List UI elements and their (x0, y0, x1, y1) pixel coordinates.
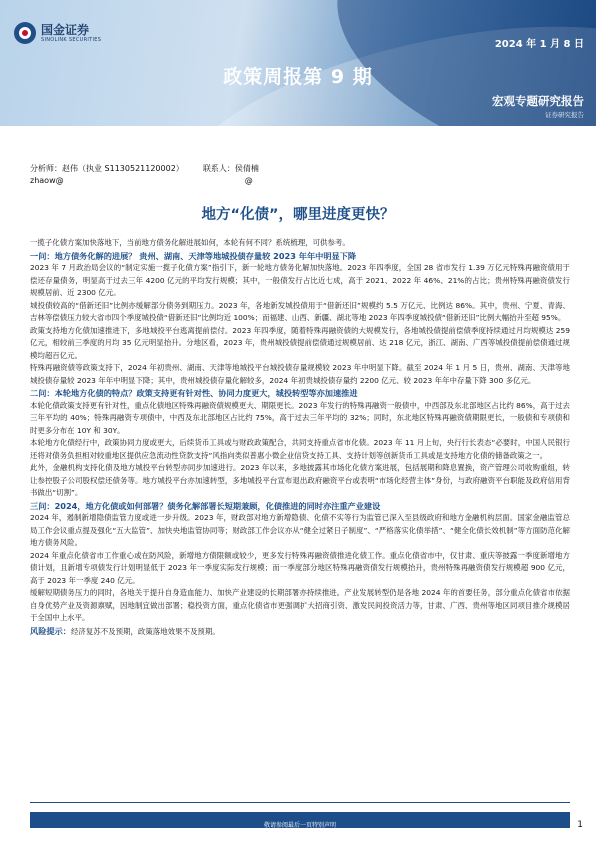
header-banner (0, 0, 596, 126)
article-headline: 地方“化债”，哪里进度更快？ (201, 207, 395, 223)
company-logo (14, 22, 101, 44)
article-body (30, 237, 570, 638)
section-heading-1: 一问：地方债务化解的进展？ 贵州、湖南、天津等地城投债存量较 2023 年年中明显下降 (30, 250, 357, 261)
report-subtype: 证券研究报告 (545, 111, 584, 119)
risk-label: 风险提示： (30, 625, 71, 636)
analyst-email[interactable]: zhaow@ (30, 176, 64, 185)
section-3-paragraph: 2024 年，遏制新增隐债监管力度或进一步升级。2023 年，财政部对地方新增隐债、化债不实等行为监管已深入至县级政府和地方金融机构层面。国家金融监管总局工作会议重点提及强化“五大监管”、加快央地监管协同等；财政部工作会议亦从“健全过紧日子制度”、“严格落实化债举措”、“健全化债长效机制”等方面防范化解地方债务风险。 (30, 513, 570, 547)
analyst-name: 赵伟（执业 S1130521120002） (62, 164, 184, 173)
intro-paragraph: 一揽子化债方案加快落地下，当前地方债务化解进展如何，本轮有何不同？系统梳理，可供参考。 (30, 238, 350, 247)
section-1-paragraph: 2023 年 7 月政治局会议的“制定实施一揽子化债方案”指引下，新一轮地方债务化解加快落地。2023 年四季度，全国 28 省市发行 1.39 万亿元特殊再融资债用于偿还存量债务，明显高于过去三年 4200 亿元的平均发行规模；其中，一般债发行占比近七成，高于 2021、2022 年 46%、21%的占比；贵州特殊再融资债发行规模居前、近 2300 亿元。 (30, 263, 570, 297)
section-heading-3: 三问：2024，地方化债或如何部署？债务化解部署长短期兼顾，化债推进的同时亦注重产业建设 (30, 500, 381, 511)
report-type: 宏观专题研究报告 (492, 94, 584, 108)
section-3-paragraph: 缓解短期债务压力的同时，各地关于提升自身造血能力、加快产业建设的长期部署亦持续推进。产业发展转型仍是各地 2024 年的首要任务，部分重点化债省市依据自身优势产业及资源禀赋，因地制宜做出部署；稳投资方面，重点化债省市更强调扩大招商引资、激发民间投资活力等，甘肃、广西、贵州等地区同项目推介规模居于全国中上水平。 (30, 588, 570, 622)
report-date: 2024 年 1 月 8 日 (494, 39, 584, 50)
logo-en: SINOLINK SECURITIES (41, 36, 102, 43)
risk-text: 经济复苏不及预期，政策落地效果不及预期。 (70, 626, 220, 636)
footer-bar (30, 812, 570, 828)
risk-warning (30, 625, 570, 639)
contact-label: 联系人： (202, 164, 235, 173)
section-1-paragraph: 政策支持地方化债加速推进下，多地城投平台逃离提前偿付。2023 年四季度，随着特殊再融资债的大规模发行，各地城投债提前偿债季度持续通过月均规模达 259 亿元，相较前三季度的月均 35 亿元明显抬升。分地区看，2023 年，贵州城投债提前偿债通过规模居前、达 218 亿元，浙江、湖南、广西等城投债提前偿债通过规模均超百亿元。 (30, 325, 570, 360)
section-2-paragraph: 本轮化债政策支持更有针对性，重点化债地区特殊再融资债规模更大、期限更长。2023 年发行的特殊再融资一般债中，中西部及东北部地区占比约 86%，高于过去三年平均的 40%；特殊再融资专项债中，中西及东北部地区占比约 75%，高于过去三年平均的 32%；同时，东北地区特殊再融资债期限更长，一般债和专项债和时更多分布在 10Y 和 30Y。 (30, 400, 570, 435)
contact-name: 侯倩楠 (234, 164, 259, 173)
author-block (30, 163, 570, 187)
section-3-paragraph: 2024 年重点化债省市工作重心或在防风险，新增地方债限额或较少，更多发行特殊再融资债推进化债工作。重点化债省市中，仅甘肃、重庆等披露一季度新增地方债计划，且新增专项债发行计划明显低于 2023 年一季度实际发行规模；而一季度部分地区特殊再融资债发行规模抬升，贵州特殊再融资债发行规模超 900 亿元，高于 2023 年一季度 240 亿元。 (30, 550, 570, 585)
section-2-paragraph: 此外，金融机构支持化债及地方城投平台转型亦同步加速进行。2023 年以来，多地披露其市场化化债方案进展，包括展期和降息置换，资产管理公司收购重组，转让参控股子公司股权偿还债务等。地方城投平台亦加速转型，多地城投平台宣布退出政府融资平台或表明“市场化经营主体”身份，与政府融资平台职能及政府信用背书做出“切割”。 (30, 463, 570, 497)
section-heading-2: 二问：本轮地方化债的特点？政策支持更有针对性、协同力度更大，城投转型等亦加速推进 (30, 388, 358, 398)
report-title: 政策周报第 9 期 (223, 66, 373, 88)
logo-cn: 国金证券 (41, 22, 90, 37)
footer-divider (30, 802, 570, 803)
logo-icon (14, 22, 36, 44)
section-1-paragraph: 特殊再融资债等政策支持下，2024 年初贵州、湖南、天津等地城投平台城投债存量规模较 2023 年中明显下降。截至 2024 年 1 月 5 日，贵州、湖南、天津等地城投债存量较 2023 年年中明显下降；其中，贵州城投债存量化解较多，2024 年初贵城投债存量约 2200 亿元、较 2023 年年中存量下降 300 多亿元。 (30, 363, 570, 385)
page-number: 1 (577, 820, 583, 830)
section-2-paragraph: 本轮地方化债经行中，政策协同力度或更大，后续货币工具或与财政政策配合，共同支持重点省市化债。2023 年 11 月上旬，央行行长表态“必要时，中国人民银行还将对债务负担相对较重地区提供应急流动性贷款支持”风指向类似普惠小微企业信贷支持工具、支持计划等创新货币工具或是支持地方化债的储备政策之一。 (30, 438, 570, 460)
footer-disclaimer[interactable]: 敬请参阅最后一页特别声明 (263, 822, 336, 829)
contact-email[interactable]: @ (244, 176, 253, 185)
analyst-label: 分析师： (30, 164, 62, 173)
section-1-paragraph: 城投债较高的“借新还旧”比例亦缓解部分债务到期压力。2023 年，各地新发城投债用于“借新还旧”规模约 5.5 万亿元、比例达 86%。其中，贵州、宁夏、青海、吉林等偿债压力较大省市四个季度城投债“借新还旧”比例均近 100%；而福建、山西、新疆、湖北等地 2023 年四季度城投债“借新还旧”比例大幅抬升至超 95%。 (30, 300, 570, 322)
